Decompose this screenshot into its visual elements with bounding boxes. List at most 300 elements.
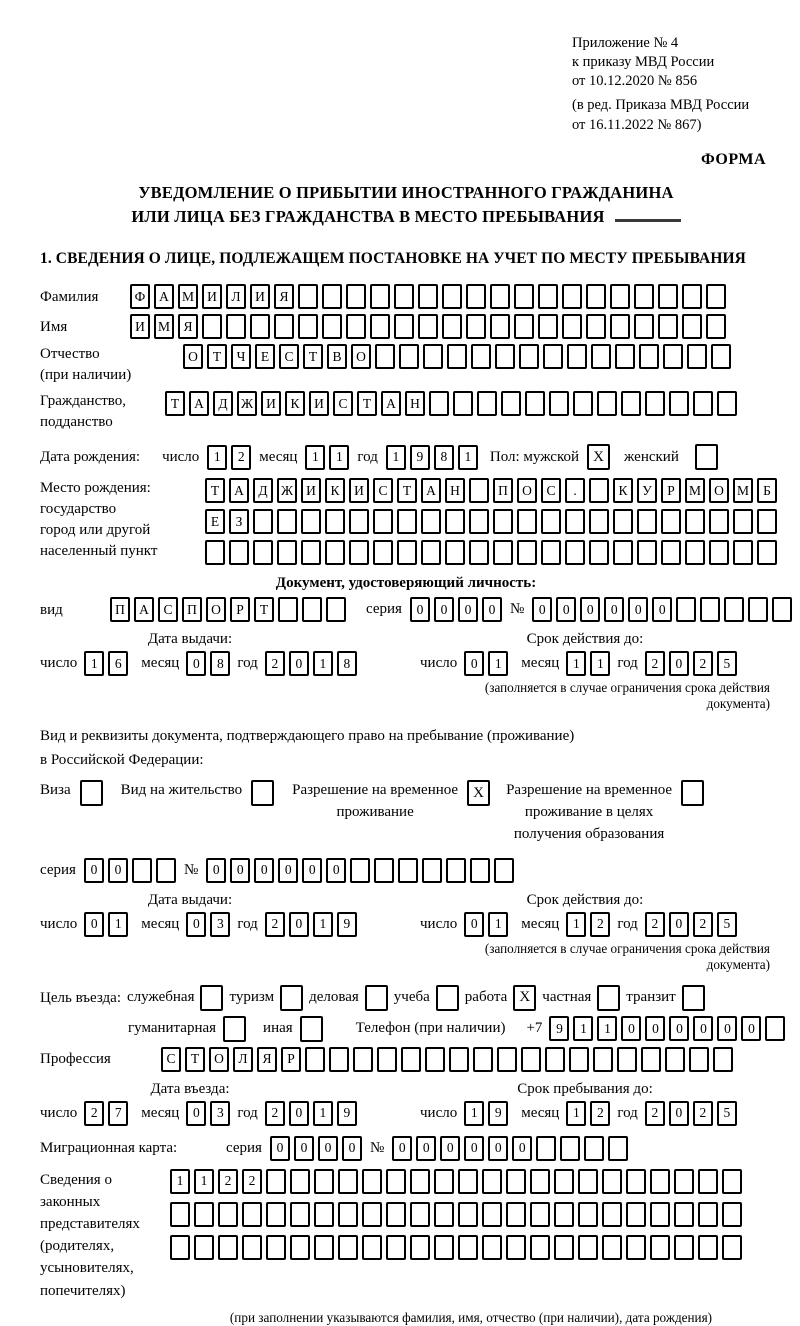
char-cell[interactable] (562, 314, 582, 339)
char-cell[interactable]: 0 (652, 597, 672, 622)
char-cell[interactable] (253, 540, 273, 565)
char-cell[interactable] (650, 1202, 670, 1227)
char-cell[interactable] (373, 509, 393, 534)
char-cell[interactable] (637, 540, 657, 565)
char-cell[interactable]: 1 (590, 651, 610, 676)
char-cell[interactable] (229, 540, 249, 565)
char-cell[interactable]: А (421, 478, 441, 503)
residence-permit-checkbox[interactable] (251, 780, 274, 806)
char-cell[interactable]: А (229, 478, 249, 503)
char-cell[interactable]: П (182, 597, 202, 622)
char-cell[interactable] (218, 1235, 238, 1260)
char-cell[interactable]: 8 (434, 445, 454, 470)
char-cell[interactable] (482, 1202, 502, 1227)
purpose-other-checkbox[interactable] (300, 1016, 323, 1042)
char-cell[interactable]: С (158, 597, 178, 622)
char-cell[interactable] (394, 314, 414, 339)
char-cell[interactable] (274, 314, 294, 339)
char-cell[interactable]: 0 (464, 1136, 484, 1161)
char-cell[interactable]: Т (185, 1047, 205, 1072)
char-cell[interactable]: 2 (265, 912, 285, 937)
char-cell[interactable] (593, 1047, 613, 1072)
char-cell[interactable]: И (301, 478, 321, 503)
sex-male-checkbox[interactable]: X (587, 444, 610, 470)
char-cell[interactable]: Р (661, 478, 681, 503)
char-cell[interactable] (242, 1202, 262, 1227)
char-cell[interactable] (650, 1169, 670, 1194)
char-cell[interactable]: Б (757, 478, 777, 503)
char-cell[interactable]: 1 (566, 1101, 586, 1126)
char-cell[interactable]: О (517, 478, 537, 503)
char-cell[interactable] (634, 314, 654, 339)
char-cell[interactable] (482, 1235, 502, 1260)
char-cell[interactable]: 1 (566, 912, 586, 937)
char-cell[interactable]: 2 (242, 1169, 262, 1194)
char-cell[interactable] (530, 1169, 550, 1194)
char-cell[interactable]: 9 (337, 912, 357, 937)
char-cell[interactable] (554, 1202, 574, 1227)
char-cell[interactable]: С (541, 478, 561, 503)
char-cell[interactable] (305, 1047, 325, 1072)
char-cell[interactable]: И (309, 391, 329, 416)
char-cell[interactable] (674, 1235, 694, 1260)
char-cell[interactable] (477, 391, 497, 416)
char-cell[interactable] (314, 1202, 334, 1227)
char-cell[interactable] (370, 314, 390, 339)
char-cell[interactable] (685, 540, 705, 565)
char-cell[interactable] (669, 391, 689, 416)
char-cell[interactable] (447, 344, 467, 369)
char-cell[interactable] (613, 540, 633, 565)
char-cell[interactable] (397, 509, 417, 534)
char-cell[interactable] (519, 344, 539, 369)
char-cell[interactable] (442, 284, 462, 309)
char-cell[interactable] (501, 391, 521, 416)
char-cell[interactable] (706, 284, 726, 309)
char-cell[interactable] (613, 509, 633, 534)
char-cell[interactable] (469, 478, 489, 503)
char-cell[interactable]: 1 (386, 445, 406, 470)
char-cell[interactable]: 9 (488, 1101, 508, 1126)
char-cell[interactable] (156, 858, 176, 883)
char-cell[interactable] (602, 1235, 622, 1260)
char-cell[interactable] (554, 1235, 574, 1260)
char-cell[interactable]: 0 (186, 651, 206, 676)
char-cell[interactable]: Т (397, 478, 417, 503)
char-cell[interactable]: 0 (186, 1101, 206, 1126)
char-cell[interactable] (423, 344, 443, 369)
char-cell[interactable]: 2 (693, 1101, 713, 1126)
char-cell[interactable]: 0 (669, 912, 689, 937)
char-cell[interactable] (375, 344, 395, 369)
char-cell[interactable] (298, 314, 318, 339)
char-cell[interactable] (266, 1235, 286, 1260)
char-cell[interactable]: И (349, 478, 369, 503)
char-cell[interactable] (170, 1202, 190, 1227)
char-cell[interactable] (377, 1047, 397, 1072)
char-cell[interactable] (665, 1047, 685, 1072)
char-cell[interactable]: И (130, 314, 150, 339)
char-cell[interactable] (543, 344, 563, 369)
char-cell[interactable] (641, 1047, 661, 1072)
char-cell[interactable] (322, 284, 342, 309)
char-cell[interactable] (565, 540, 585, 565)
char-cell[interactable] (757, 540, 777, 565)
char-cell[interactable] (370, 284, 390, 309)
char-cell[interactable] (717, 391, 737, 416)
char-cell[interactable] (434, 1202, 454, 1227)
char-cell[interactable] (466, 284, 486, 309)
char-cell[interactable] (132, 858, 152, 883)
char-cell[interactable]: Я (257, 1047, 277, 1072)
char-cell[interactable]: 0 (458, 597, 478, 622)
char-cell[interactable]: С (333, 391, 353, 416)
char-cell[interactable]: Н (445, 478, 465, 503)
char-cell[interactable] (290, 1169, 310, 1194)
char-cell[interactable]: 0 (669, 1101, 689, 1126)
char-cell[interactable] (301, 509, 321, 534)
char-cell[interactable] (194, 1235, 214, 1260)
char-cell[interactable]: 0 (488, 1136, 508, 1161)
char-cell[interactable] (482, 1169, 502, 1194)
char-cell[interactable]: 2 (265, 651, 285, 676)
char-cell[interactable]: 1 (170, 1169, 190, 1194)
char-cell[interactable]: 0 (108, 858, 128, 883)
char-cell[interactable] (226, 314, 246, 339)
char-cell[interactable]: У (637, 478, 657, 503)
purpose-study-checkbox[interactable] (436, 985, 459, 1011)
char-cell[interactable] (362, 1202, 382, 1227)
char-cell[interactable] (658, 284, 678, 309)
char-cell[interactable]: З (229, 509, 249, 534)
char-cell[interactable] (325, 540, 345, 565)
char-cell[interactable] (466, 314, 486, 339)
char-cell[interactable] (586, 314, 606, 339)
char-cell[interactable] (338, 1169, 358, 1194)
char-cell[interactable]: О (209, 1047, 229, 1072)
char-cell[interactable]: 0 (289, 651, 309, 676)
char-cell[interactable] (560, 1136, 580, 1161)
char-cell[interactable] (349, 509, 369, 534)
char-cell[interactable] (700, 597, 720, 622)
char-cell[interactable] (645, 391, 665, 416)
char-cell[interactable]: 8 (337, 651, 357, 676)
char-cell[interactable] (458, 1202, 478, 1227)
char-cell[interactable] (506, 1169, 526, 1194)
char-cell[interactable] (421, 540, 441, 565)
visa-checkbox[interactable] (80, 780, 103, 806)
char-cell[interactable] (765, 1016, 785, 1041)
char-cell[interactable] (290, 1202, 310, 1227)
char-cell[interactable]: Ж (277, 478, 297, 503)
char-cell[interactable]: 0 (556, 597, 576, 622)
char-cell[interactable] (661, 540, 681, 565)
char-cell[interactable] (470, 858, 490, 883)
char-cell[interactable] (610, 284, 630, 309)
char-cell[interactable]: О (709, 478, 729, 503)
char-cell[interactable] (326, 597, 346, 622)
char-cell[interactable]: С (373, 478, 393, 503)
char-cell[interactable] (650, 1235, 670, 1260)
char-cell[interactable] (711, 344, 731, 369)
char-cell[interactable] (687, 344, 707, 369)
char-cell[interactable]: 1 (488, 912, 508, 937)
char-cell[interactable]: Р (281, 1047, 301, 1072)
char-cell[interactable]: Т (207, 344, 227, 369)
char-cell[interactable] (266, 1169, 286, 1194)
char-cell[interactable] (346, 314, 366, 339)
char-cell[interactable] (578, 1235, 598, 1260)
char-cell[interactable]: Т (303, 344, 323, 369)
char-cell[interactable] (554, 1169, 574, 1194)
char-cell[interactable] (458, 1235, 478, 1260)
char-cell[interactable]: 0 (669, 1016, 689, 1041)
char-cell[interactable] (589, 509, 609, 534)
char-cell[interactable] (386, 1235, 406, 1260)
char-cell[interactable]: 0 (302, 858, 322, 883)
char-cell[interactable] (521, 1047, 541, 1072)
char-cell[interactable]: Ч (231, 344, 251, 369)
char-cell[interactable]: 2 (590, 912, 610, 937)
char-cell[interactable]: С (279, 344, 299, 369)
char-cell[interactable]: Я (274, 284, 294, 309)
char-cell[interactable] (689, 1047, 709, 1072)
char-cell[interactable] (567, 344, 587, 369)
char-cell[interactable] (453, 391, 473, 416)
char-cell[interactable] (541, 509, 561, 534)
char-cell[interactable] (490, 284, 510, 309)
char-cell[interactable] (698, 1202, 718, 1227)
char-cell[interactable] (445, 540, 465, 565)
char-cell[interactable]: А (134, 597, 154, 622)
char-cell[interactable]: 2 (693, 912, 713, 937)
char-cell[interactable] (602, 1169, 622, 1194)
char-cell[interactable]: М (685, 478, 705, 503)
char-cell[interactable] (421, 509, 441, 534)
char-cell[interactable]: 2 (265, 1101, 285, 1126)
char-cell[interactable]: . (565, 478, 585, 503)
char-cell[interactable] (493, 540, 513, 565)
char-cell[interactable]: 1 (566, 651, 586, 676)
char-cell[interactable] (494, 858, 514, 883)
char-cell[interactable] (469, 540, 489, 565)
char-cell[interactable]: 0 (230, 858, 250, 883)
char-cell[interactable]: 1 (207, 445, 227, 470)
char-cell[interactable] (398, 858, 418, 883)
char-cell[interactable] (722, 1202, 742, 1227)
char-cell[interactable]: 0 (318, 1136, 338, 1161)
char-cell[interactable] (530, 1202, 550, 1227)
char-cell[interactable] (584, 1136, 604, 1161)
char-cell[interactable]: П (110, 597, 130, 622)
char-cell[interactable] (349, 540, 369, 565)
char-cell[interactable]: 0 (434, 597, 454, 622)
char-cell[interactable] (350, 858, 370, 883)
char-cell[interactable] (346, 284, 366, 309)
char-cell[interactable] (397, 540, 417, 565)
char-cell[interactable] (506, 1202, 526, 1227)
char-cell[interactable]: 9 (410, 445, 430, 470)
char-cell[interactable]: 2 (218, 1169, 238, 1194)
purpose-humanitarian-checkbox[interactable] (223, 1016, 246, 1042)
purpose-private-checkbox[interactable] (597, 985, 620, 1011)
char-cell[interactable] (661, 509, 681, 534)
char-cell[interactable]: 9 (549, 1016, 569, 1041)
sex-female-checkbox[interactable] (695, 444, 718, 470)
char-cell[interactable] (562, 284, 582, 309)
char-cell[interactable]: А (154, 284, 174, 309)
char-cell[interactable]: 2 (645, 1101, 665, 1126)
purpose-tourism-checkbox[interactable] (280, 985, 303, 1011)
temp-residence-checkbox[interactable]: X (467, 780, 490, 806)
char-cell[interactable]: 1 (108, 912, 128, 937)
char-cell[interactable] (434, 1235, 454, 1260)
char-cell[interactable] (626, 1202, 646, 1227)
char-cell[interactable] (698, 1235, 718, 1260)
char-cell[interactable]: 1 (313, 912, 333, 937)
char-cell[interactable] (314, 1169, 334, 1194)
char-cell[interactable] (706, 314, 726, 339)
char-cell[interactable] (545, 1047, 565, 1072)
char-cell[interactable]: 0 (482, 597, 502, 622)
char-cell[interactable] (621, 391, 641, 416)
char-cell[interactable]: 0 (270, 1136, 290, 1161)
char-cell[interactable]: 0 (621, 1016, 641, 1041)
char-cell[interactable] (586, 284, 606, 309)
char-cell[interactable] (698, 1169, 718, 1194)
char-cell[interactable]: Ф (130, 284, 150, 309)
char-cell[interactable] (538, 314, 558, 339)
char-cell[interactable] (425, 1047, 445, 1072)
char-cell[interactable]: 0 (326, 858, 346, 883)
char-cell[interactable]: 0 (206, 858, 226, 883)
char-cell[interactable]: Е (255, 344, 275, 369)
char-cell[interactable] (490, 314, 510, 339)
char-cell[interactable] (772, 597, 792, 622)
char-cell[interactable] (445, 509, 465, 534)
char-cell[interactable] (325, 509, 345, 534)
char-cell[interactable] (170, 1235, 190, 1260)
char-cell[interactable]: 0 (278, 858, 298, 883)
char-cell[interactable] (682, 284, 702, 309)
char-cell[interactable]: А (381, 391, 401, 416)
char-cell[interactable] (634, 284, 654, 309)
char-cell[interactable] (748, 597, 768, 622)
char-cell[interactable]: 0 (392, 1136, 412, 1161)
char-cell[interactable] (298, 284, 318, 309)
char-cell[interactable] (302, 597, 322, 622)
char-cell[interactable]: Л (226, 284, 246, 309)
char-cell[interactable]: Р (230, 597, 250, 622)
char-cell[interactable] (658, 314, 678, 339)
char-cell[interactable] (394, 284, 414, 309)
purpose-official-checkbox[interactable] (200, 985, 223, 1011)
char-cell[interactable]: 0 (580, 597, 600, 622)
char-cell[interactable]: 0 (294, 1136, 314, 1161)
char-cell[interactable]: 2 (231, 445, 251, 470)
char-cell[interactable]: 5 (717, 1101, 737, 1126)
char-cell[interactable]: М (154, 314, 174, 339)
char-cell[interactable] (637, 509, 657, 534)
char-cell[interactable] (362, 1169, 382, 1194)
char-cell[interactable] (442, 314, 462, 339)
char-cell[interactable] (617, 1047, 637, 1072)
char-cell[interactable] (610, 314, 630, 339)
char-cell[interactable] (663, 344, 683, 369)
char-cell[interactable] (277, 540, 297, 565)
char-cell[interactable]: К (285, 391, 305, 416)
char-cell[interactable]: 0 (289, 1101, 309, 1126)
char-cell[interactable] (194, 1202, 214, 1227)
char-cell[interactable] (757, 509, 777, 534)
char-cell[interactable] (301, 540, 321, 565)
char-cell[interactable]: А (189, 391, 209, 416)
char-cell[interactable]: 1 (313, 1101, 333, 1126)
char-cell[interactable]: 2 (693, 651, 713, 676)
char-cell[interactable]: 0 (741, 1016, 761, 1041)
char-cell[interactable] (446, 858, 466, 883)
purpose-transit-checkbox[interactable] (682, 985, 705, 1011)
char-cell[interactable]: 1 (194, 1169, 214, 1194)
char-cell[interactable] (709, 509, 729, 534)
char-cell[interactable] (517, 509, 537, 534)
char-cell[interactable]: И (261, 391, 281, 416)
char-cell[interactable] (429, 391, 449, 416)
char-cell[interactable]: 0 (464, 912, 484, 937)
char-cell[interactable]: 0 (186, 912, 206, 937)
char-cell[interactable]: О (206, 597, 226, 622)
char-cell[interactable] (626, 1235, 646, 1260)
char-cell[interactable] (674, 1169, 694, 1194)
char-cell[interactable] (538, 284, 558, 309)
char-cell[interactable] (608, 1136, 628, 1161)
char-cell[interactable] (514, 314, 534, 339)
char-cell[interactable] (471, 344, 491, 369)
char-cell[interactable]: 2 (590, 1101, 610, 1126)
char-cell[interactable] (277, 509, 297, 534)
char-cell[interactable]: Д (253, 478, 273, 503)
char-cell[interactable] (693, 391, 713, 416)
char-cell[interactable]: К (613, 478, 633, 503)
char-cell[interactable]: Е (205, 509, 225, 534)
char-cell[interactable] (733, 540, 753, 565)
char-cell[interactable] (253, 509, 273, 534)
char-cell[interactable] (418, 314, 438, 339)
char-cell[interactable] (386, 1169, 406, 1194)
char-cell[interactable] (266, 1202, 286, 1227)
char-cell[interactable]: М (733, 478, 753, 503)
char-cell[interactable] (517, 540, 537, 565)
char-cell[interactable] (434, 1169, 454, 1194)
char-cell[interactable] (676, 597, 696, 622)
char-cell[interactable]: 3 (210, 912, 230, 937)
char-cell[interactable] (449, 1047, 469, 1072)
char-cell[interactable] (639, 344, 659, 369)
char-cell[interactable] (589, 478, 609, 503)
char-cell[interactable] (458, 1169, 478, 1194)
char-cell[interactable]: Ж (237, 391, 257, 416)
char-cell[interactable] (362, 1235, 382, 1260)
char-cell[interactable]: В (327, 344, 347, 369)
char-cell[interactable] (410, 1169, 430, 1194)
char-cell[interactable]: 0 (645, 1016, 665, 1041)
char-cell[interactable]: 0 (717, 1016, 737, 1041)
char-cell[interactable]: 0 (410, 597, 430, 622)
char-cell[interactable]: 1 (458, 445, 478, 470)
char-cell[interactable]: 0 (416, 1136, 436, 1161)
char-cell[interactable] (329, 1047, 349, 1072)
char-cell[interactable]: 1 (305, 445, 325, 470)
